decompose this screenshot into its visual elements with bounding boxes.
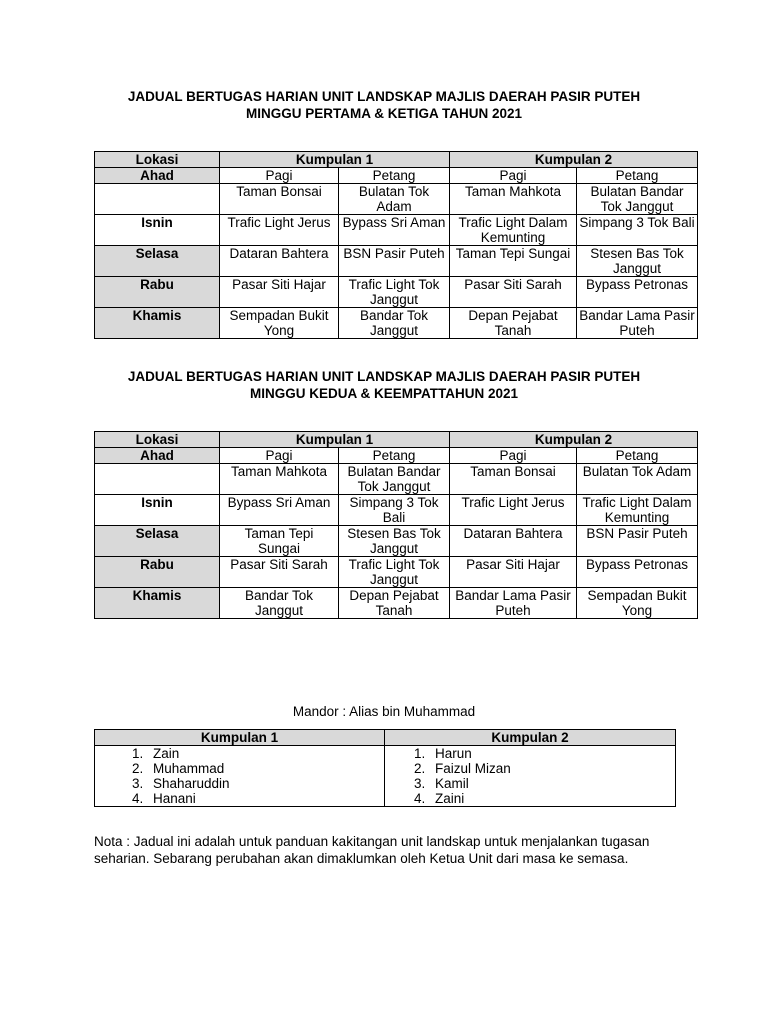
location-cell: Trafic Light Jerus	[450, 495, 577, 526]
list-item: 2. Muhammad	[147, 761, 384, 776]
location-cell: Taman Bonsai	[450, 464, 577, 495]
location-cell: Simpang 3 Tok Bali	[339, 495, 450, 526]
week2-title-line2: MINGGU KEDUA & KEEMPATTAHUN 2021	[249, 386, 519, 401]
location-cell: Taman Tepi Sungai	[450, 246, 577, 277]
location-cell: Bypass Petronas	[577, 557, 698, 588]
table-header-row	[95, 432, 698, 448]
table-subheader-row	[95, 448, 698, 464]
day-cell	[95, 464, 220, 495]
day-cell: Isnin	[95, 495, 220, 526]
day-cell: Selasa	[95, 526, 220, 557]
location-cell: Pasar Siti Sarah	[220, 557, 339, 588]
list-item: 3. Kamil	[429, 776, 675, 791]
day-cell: Khamis	[95, 588, 220, 619]
location-cell: Trafic Light Jerus	[220, 215, 339, 246]
list-item: 4. Hanani	[147, 791, 384, 806]
day-ahad: Ahad	[95, 448, 220, 464]
location-cell: Taman Mahkota	[220, 464, 339, 495]
day-cell	[95, 184, 220, 215]
shift-pagi: Pagi	[220, 448, 339, 464]
location-cell: Bypass Sri Aman	[339, 215, 450, 246]
day-cell: Isnin	[95, 215, 220, 246]
table-row	[95, 184, 698, 215]
header-kumpulan-2: Kumpulan 2	[385, 730, 676, 746]
table-row	[95, 215, 698, 246]
location-cell: Depan Pejabat Tanah	[450, 308, 577, 339]
day-cell: Rabu	[95, 557, 220, 588]
table-row	[95, 277, 698, 308]
table-row	[95, 308, 698, 339]
location-cell: Trafic Light Dalam Kemunting	[577, 495, 698, 526]
day-ahad: Ahad	[95, 168, 220, 184]
header-kumpulan-1: Kumpulan 1	[220, 432, 450, 448]
location-cell: Bulatan Bandar Tok Janggut	[577, 184, 698, 215]
list-item: 1. Harun	[429, 746, 675, 761]
location-cell: BSN Pasir Puteh	[577, 526, 698, 557]
location-cell: BSN Pasir Puteh	[339, 246, 450, 277]
location-cell: Taman Tepi Sungai	[220, 526, 339, 557]
location-cell: Pasar Siti Hajar	[220, 277, 339, 308]
location-cell: Simpang 3 Tok Bali	[577, 215, 698, 246]
header-kumpulan-1: Kumpulan 1	[95, 730, 385, 746]
shift-petang: Petang	[339, 168, 450, 184]
location-cell: Bandar Tok Janggut	[220, 588, 339, 619]
header-lokasi: Lokasi	[95, 432, 220, 448]
day-cell: Rabu	[95, 277, 220, 308]
location-cell: Bypass Petronas	[577, 277, 698, 308]
table-row	[95, 746, 676, 807]
location-cell: Bandar Lama Pasir Puteh	[577, 308, 698, 339]
location-cell: Bandar Tok Janggut	[339, 308, 450, 339]
header-kumpulan-1: Kumpulan 1	[220, 152, 450, 168]
location-cell: Dataran Bahtera	[450, 526, 577, 557]
shift-pagi: Pagi	[220, 168, 339, 184]
table-row	[95, 557, 698, 588]
day-cell: Selasa	[95, 246, 220, 277]
location-cell: Stesen Bas Tok Janggut	[339, 526, 450, 557]
table-subheader-row	[95, 168, 698, 184]
location-cell: Taman Bonsai	[220, 184, 339, 215]
location-cell: Dataran Bahtera	[220, 246, 339, 277]
location-cell: Trafic Light Tok Janggut	[339, 277, 450, 308]
location-cell: Pasar Siti Sarah	[450, 277, 577, 308]
location-cell: Stesen Bas Tok Janggut	[577, 246, 698, 277]
day-cell: Khamis	[95, 308, 220, 339]
location-cell: Pasar Siti Hajar	[450, 557, 577, 588]
location-cell: Sempadan Bukit Yong	[220, 308, 339, 339]
week1-title-line2: MINGGU PERTAMA & KETIGA TAHUN 2021	[245, 106, 523, 121]
header-kumpulan-2: Kumpulan 2	[450, 152, 698, 168]
location-cell: Sempadan Bukit Yong	[577, 588, 698, 619]
week2-title	[0, 368, 768, 402]
group1-members	[95, 746, 385, 807]
location-cell: Bulatan Tok Adam	[339, 184, 450, 215]
footnote: Nota : Jadual ini adalah untuk panduan kakitangan unit landskap untuk menjalankan tugasan seharian. Sebarang perubahan akan dimaklumkan oleh Ketua Unit dari masa ke semasa.	[94, 834, 650, 866]
table-row	[95, 588, 698, 619]
week2-title-line1: JADUAL BERTUGAS HARIAN UNIT LANDSKAP MAJLIS DAERAH PASIR PUTEH	[127, 369, 641, 384]
table-header-row	[95, 152, 698, 168]
staff-table	[94, 729, 676, 807]
location-cell: Depan Pejabat Tanah	[339, 588, 450, 619]
member-list	[95, 746, 384, 806]
table-row	[95, 526, 698, 557]
location-cell: Trafic Light Dalam Kemunting	[450, 215, 577, 246]
week1-schedule-table	[94, 151, 698, 339]
list-item: 3. Shaharuddin	[147, 776, 384, 791]
location-cell: Trafic Light Tok Janggut	[339, 557, 450, 588]
location-cell: Bulatan Tok Adam	[577, 464, 698, 495]
location-cell: Bandar Lama Pasir Puteh	[450, 588, 577, 619]
table-row	[95, 495, 698, 526]
shift-petang: Petang	[577, 168, 698, 184]
table-header-row	[95, 730, 676, 746]
table-row	[95, 246, 698, 277]
table-row	[95, 464, 698, 495]
shift-petang: Petang	[339, 448, 450, 464]
header-lokasi: Lokasi	[95, 152, 220, 168]
group2-members	[385, 746, 676, 807]
mandor-line: Mandor : Alias bin Muhammad	[292, 704, 476, 719]
header-kumpulan-2: Kumpulan 2	[450, 432, 698, 448]
shift-pagi: Pagi	[450, 168, 577, 184]
location-cell: Bulatan Bandar Tok Janggut	[339, 464, 450, 495]
list-item: 2. Faizul Mizan	[429, 761, 675, 776]
location-cell: Taman Mahkota	[450, 184, 577, 215]
shift-pagi: Pagi	[450, 448, 577, 464]
week1-title-line1: JADUAL BERTUGAS HARIAN UNIT LANDSKAP MAJLIS DAERAH PASIR PUTEH	[127, 89, 641, 104]
week2-schedule-table	[94, 431, 698, 619]
member-list	[385, 746, 675, 806]
week1-title	[0, 88, 768, 122]
shift-petang: Petang	[577, 448, 698, 464]
list-item: 4. Zaini	[429, 791, 675, 806]
location-cell: Bypass Sri Aman	[220, 495, 339, 526]
list-item: 1. Zain	[147, 746, 384, 761]
